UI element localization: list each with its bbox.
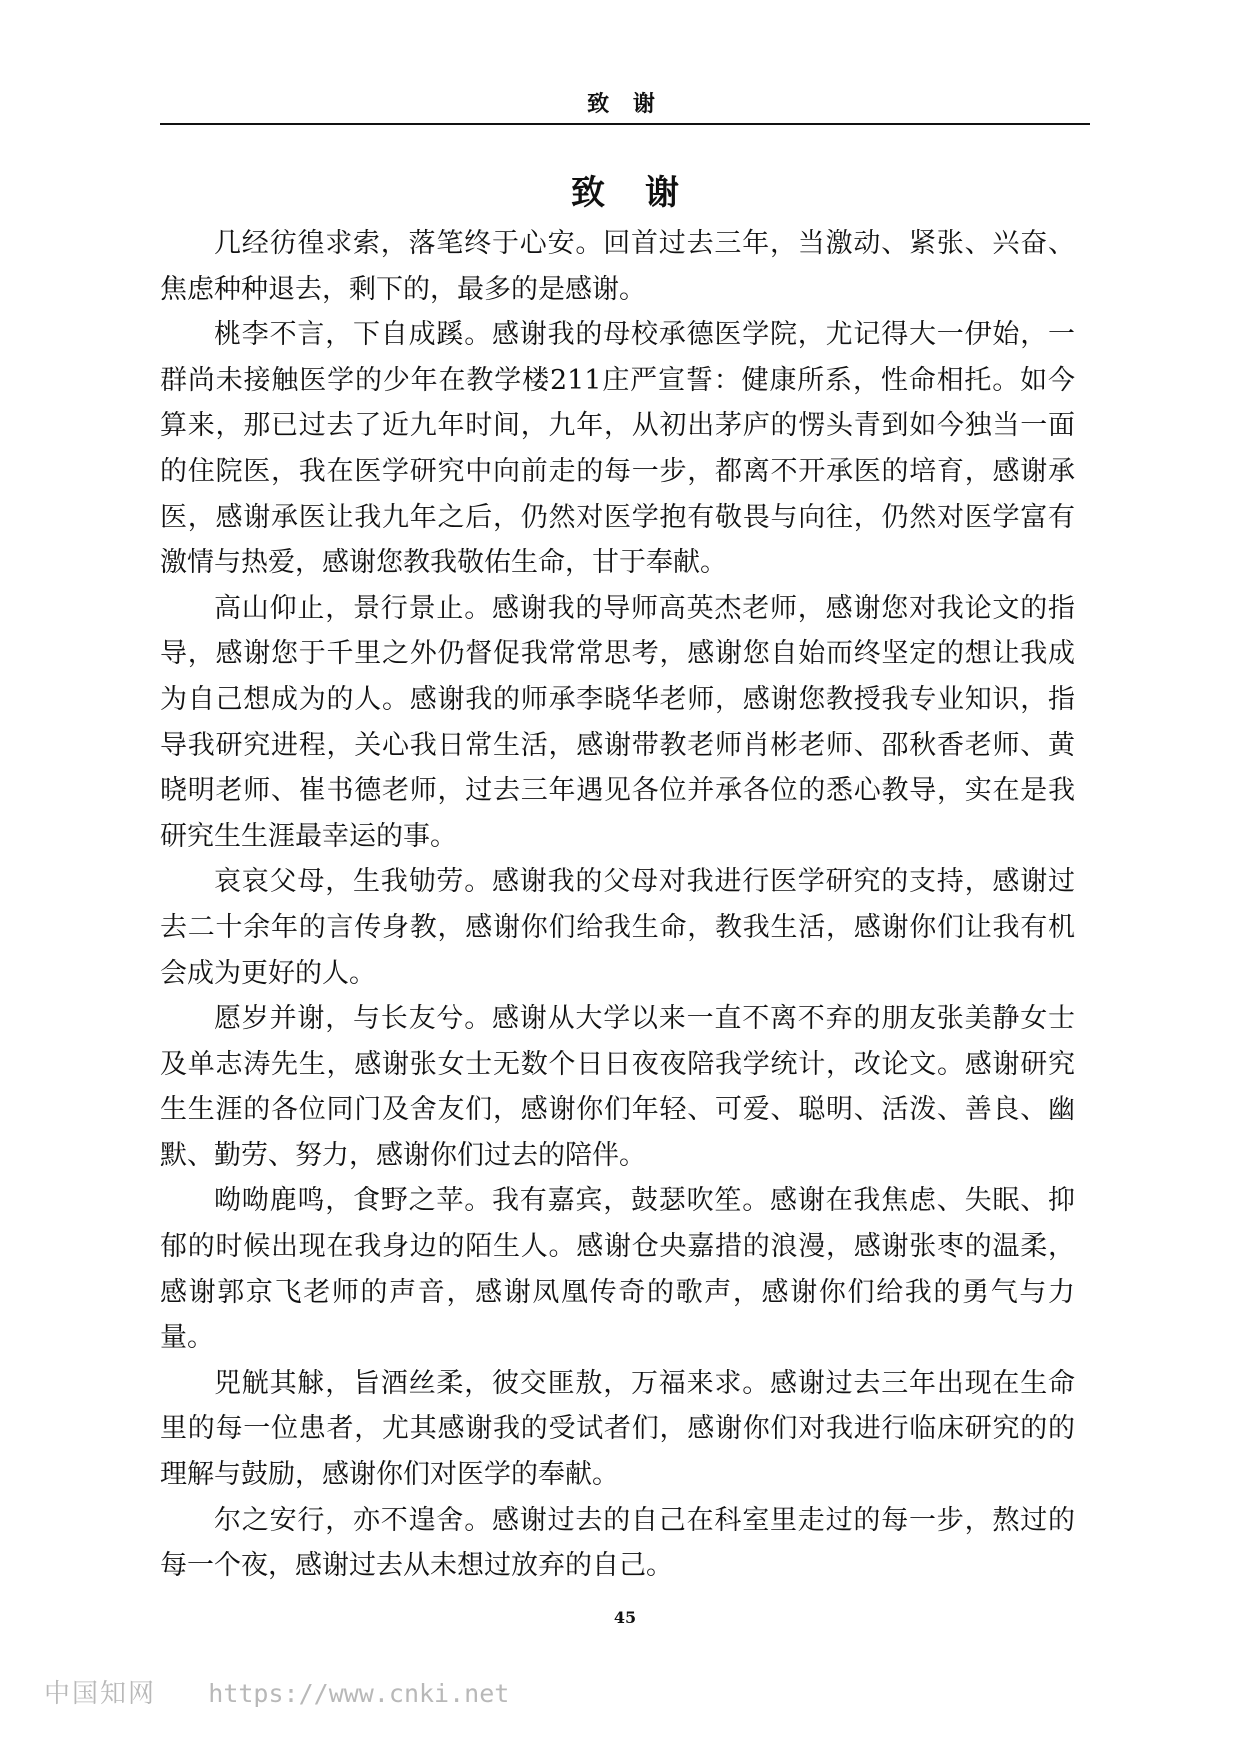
paragraph-7: 兕觥其觩，旨酒丝柔，彼交匪敖，万福来求。感谢过去三年出现在生命里的每一位患者，尤其感谢我的受试者们，感谢你们对我进行临床研究的的理解与鼓励，感谢你们对医学的奉献。	[160, 1367, 1075, 1491]
paragraph-1: 几经彷徨求索，落笔终于心安。回首过去三年，当激动、紧张、兴奋、焦虑种种退去，剩下的，最多的是感谢。	[160, 228, 1075, 305]
running-header: 致 谢	[587, 91, 663, 117]
body-text	[160, 221, 1075, 1589]
paragraph-5: 愿岁并谢，与长友兮。感谢从大学以来一直不离不弃的朋友张美静女士及单志涛先生，感谢张女士无数个日日夜夜陪我学统计，改论文。感谢研究生生涯的各位同门及舍友们，感谢你们年轻、可爱、聪明、活泼、善良、幽默、勤劳、努力，感谢你们过去的陪伴。	[160, 1003, 1075, 1171]
page-number: 45	[613, 1608, 637, 1627]
paragraph-3: 高山仰止，景行景止。感谢我的导师高英杰老师，感谢您对我论文的指导，感谢您于千里之外仍督促我常常思考，感谢您自始而终坚定的想让我成为自己想成为的人。感谢我的师承李晓华老师，感谢您教授我专业知识，指导我研究进程，关心我日常生活，感谢带教老师肖彬老师、邵秋香老师、黄晓明老师、崔书德老师，过去三年遇见各位并承各位的悉心教导，实在是我研究生生涯最幸运的事。	[160, 592, 1075, 852]
page-title: 致谢	[571, 173, 719, 213]
paragraph-2: 桃李不言，下自成蹊。感谢我的母校承德医学院，尤记得大一伊始，一群尚未接触医学的少年在教学楼211庄严宣誓：健康所系，性命相托。如今算来，那已过去了近九年时间，九年，从初出茅庐的愣头青到如今独当一面的住院医，我在医学研究中向前走的每一步，都离不开承医的培育，感谢承医，感谢承医让我九年之后，仍然对医学抱有敬畏与向往，仍然对医学富有激情与热爱，感谢您教我敬佑生命，甘于奉献。	[160, 319, 1075, 579]
paragraph-6: 呦呦鹿鸣，食野之苹。我有嘉宾，鼓瑟吹笙。感谢在我焦虑、失眠、抑郁的时候出现在我身边的陌生人。感谢仓央嘉措的浪漫，感谢张枣的温柔，感谢郭京飞老师的声音，感谢凤凰传奇的歌声，感谢你们给我的勇气与力量。	[160, 1185, 1075, 1354]
paragraph-4: 哀哀父母，生我劬劳。感谢我的父母对我进行医学研究的支持，感谢过去二十余年的言传身教，感谢你们给我生命，教我生活，感谢你们让我有机会成为更好的人。	[160, 866, 1075, 989]
cnki-watermark	[44, 1676, 509, 1712]
watermark-name: 中国知网	[44, 1679, 157, 1709]
watermark-url[interactable]: https://www.cnki.net	[208, 1679, 510, 1708]
header-rule	[160, 123, 1090, 125]
paragraph-8: 尔之安行，亦不遑舍。感谢过去的自己在科室里走过的每一步，熬过的每一个夜，感谢过去从未想过放弃的自己。	[160, 1504, 1075, 1582]
